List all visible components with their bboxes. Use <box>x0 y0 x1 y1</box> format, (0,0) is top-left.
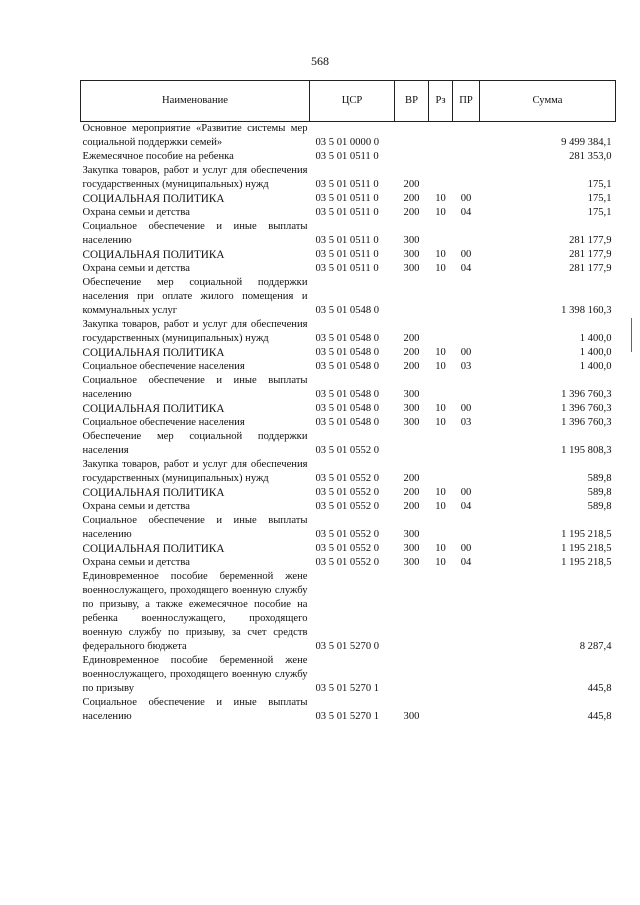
cell-vr: 200 <box>403 501 420 512</box>
cell-sum: 1 396 760,3 <box>561 389 612 400</box>
margin-mark <box>631 318 632 352</box>
cell-rz <box>429 220 453 248</box>
cell-name: Охрана семьи и детства <box>82 501 190 512</box>
cell-rz <box>429 654 453 696</box>
cell-pr <box>453 514 480 542</box>
header-sum: Сумма <box>480 81 616 122</box>
cell-pr: 04 <box>460 501 472 512</box>
cell-sum: 1 400,0 <box>579 347 612 358</box>
cell-csr: 03 5 01 0552 0 <box>315 557 380 568</box>
header-vr: ВР <box>395 81 429 122</box>
cell-pr <box>453 164 480 192</box>
cell-rz <box>429 570 453 654</box>
table-row <box>81 276 616 318</box>
cell-name: СОЦИАЛЬНАЯ ПОЛИТИКА <box>82 403 225 415</box>
cell-name: Ежемесячное пособие на ребенка <box>82 151 234 162</box>
table-row <box>81 374 616 402</box>
cell-sum: 9 499 384,1 <box>561 137 612 148</box>
header-pr: ПР <box>453 81 480 122</box>
cell-pr: 00 <box>460 487 472 498</box>
cell-vr <box>395 122 429 151</box>
cell-sum: 281 177,9 <box>569 263 612 274</box>
cell-vr <box>395 654 429 696</box>
cell-rz <box>429 150 453 164</box>
table-row <box>81 402 616 416</box>
cell-csr: 03 5 01 5270 1 <box>315 683 380 694</box>
table-row <box>81 458 616 486</box>
cell-sum: 175,1 <box>587 207 612 218</box>
cell-csr: 03 5 01 0511 0 <box>315 249 379 260</box>
table-row <box>81 122 616 151</box>
cell-vr: 300 <box>403 557 420 568</box>
cell-csr: 03 5 01 0548 0 <box>315 333 380 344</box>
cell-sum: 1 195 218,5 <box>561 557 612 568</box>
cell-name: Основное мероприятие «Развитие системы мер социальной поддержки семей» <box>82 123 308 148</box>
cell-csr: 03 5 01 0511 0 <box>315 235 379 246</box>
cell-pr <box>453 696 480 724</box>
cell-vr: 200 <box>403 361 420 372</box>
cell-sum: 1 396 760,3 <box>561 417 612 428</box>
cell-sum: 1 400,0 <box>579 361 612 372</box>
cell-sum: 8 287,4 <box>579 641 612 652</box>
cell-vr: 300 <box>403 235 420 246</box>
header-name: Наименование <box>81 81 310 122</box>
cell-vr: 300 <box>403 543 420 554</box>
table-row <box>81 164 616 192</box>
cell-rz: 10 <box>435 557 446 568</box>
cell-sum: 1 195 218,5 <box>561 529 612 540</box>
cell-vr: 300 <box>403 417 420 428</box>
cell-csr: 03 5 01 0552 0 <box>315 473 380 484</box>
cell-sum: 589,8 <box>587 501 612 512</box>
cell-name: Социальное обеспечение и иные выплаты населению <box>82 515 308 540</box>
cell-csr: 03 5 01 0548 0 <box>315 305 380 316</box>
cell-rz <box>429 276 453 318</box>
cell-sum: 1 195 808,3 <box>561 445 612 456</box>
table-row <box>81 220 616 248</box>
cell-name: Обеспечение мер социальной поддержки населения при оплате жилого помещения и коммунальных услуг <box>82 277 308 316</box>
cell-name: Закупка товаров, работ и услуг для обеспечения государственных (муниципальных) нужд <box>82 459 308 484</box>
cell-vr: 200 <box>403 333 420 344</box>
cell-sum: 281 177,9 <box>569 235 612 246</box>
cell-pr: 00 <box>460 193 472 204</box>
table-header-row <box>81 81 616 122</box>
cell-sum: 1 396 760,3 <box>561 403 612 414</box>
cell-pr: 03 <box>460 361 472 372</box>
table-row <box>81 556 616 570</box>
table-row <box>81 514 616 542</box>
cell-sum: 1 398 160,3 <box>561 305 612 316</box>
table-row <box>81 206 616 220</box>
table-row <box>81 150 616 164</box>
cell-csr: 03 5 01 0511 0 <box>315 151 379 162</box>
table-row <box>81 262 616 276</box>
table-row <box>81 430 616 458</box>
header-rz: Рз <box>429 81 453 122</box>
cell-pr: 04 <box>460 263 472 274</box>
cell-name: Единовременное пособие беременной жене военнослужащего, проходящего военную службу по призыву, а также ежемесячное пособие на ребенка военнослужащего, проходящего военную службу по призыву, за счет средств федерального бюджета <box>82 571 308 652</box>
cell-name: Единовременное пособие беременной жене военнослужащего, проходящего военную службу по призыву <box>82 655 308 694</box>
cell-sum: 445,8 <box>587 683 612 694</box>
table-row <box>81 416 616 430</box>
cell-csr: 03 5 01 0552 0 <box>315 501 380 512</box>
cell-pr: 00 <box>460 249 472 260</box>
cell-csr: 03 5 01 0552 0 <box>315 445 380 456</box>
cell-vr <box>395 430 429 458</box>
cell-name: Социальное обеспечение населения <box>82 361 245 372</box>
cell-name: Социальное обеспечение и иные выплаты населению <box>82 221 308 246</box>
table-row <box>81 248 616 262</box>
cell-rz: 10 <box>435 487 446 498</box>
cell-csr: 03 5 01 0552 0 <box>315 529 380 540</box>
table-row <box>81 570 616 654</box>
table-row <box>81 696 616 724</box>
cell-vr <box>395 570 429 654</box>
cell-vr: 300 <box>403 263 420 274</box>
cell-rz <box>429 514 453 542</box>
cell-csr: 03 5 01 0548 0 <box>315 403 380 414</box>
cell-rz: 10 <box>435 249 446 260</box>
table-row <box>81 486 616 500</box>
cell-name: СОЦИАЛЬНАЯ ПОЛИТИКА <box>82 487 225 499</box>
cell-name: Социальное обеспечение населения <box>82 417 245 428</box>
cell-pr: 04 <box>460 207 472 218</box>
cell-name: СОЦИАЛЬНАЯ ПОЛИТИКА <box>82 347 225 359</box>
cell-pr <box>453 430 480 458</box>
cell-csr: 03 5 01 0548 0 <box>315 361 380 372</box>
cell-rz <box>429 430 453 458</box>
cell-name: Социальное обеспечение и иные выплаты населению <box>82 375 308 400</box>
cell-name: Социальное обеспечение и иные выплаты населению <box>82 697 308 722</box>
cell-vr: 200 <box>403 487 420 498</box>
cell-pr <box>453 276 480 318</box>
cell-rz: 10 <box>435 193 446 204</box>
table-row <box>81 346 616 360</box>
cell-rz: 10 <box>435 417 446 428</box>
cell-csr: 03 5 01 0511 0 <box>315 263 379 274</box>
cell-rz: 10 <box>435 361 446 372</box>
cell-vr: 300 <box>403 711 420 722</box>
cell-name: Охрана семьи и детства <box>82 557 190 568</box>
cell-rz <box>429 458 453 486</box>
cell-pr: 00 <box>460 403 472 414</box>
cell-pr <box>453 122 480 151</box>
cell-vr: 300 <box>403 249 420 260</box>
cell-csr: 03 5 01 0552 0 <box>315 487 380 498</box>
cell-vr: 200 <box>403 207 420 218</box>
table-row <box>81 318 616 346</box>
cell-pr <box>453 458 480 486</box>
header-csr: ЦСР <box>310 81 395 122</box>
cell-name: СОЦИАЛЬНАЯ ПОЛИТИКА <box>82 249 225 261</box>
cell-vr: 200 <box>403 193 420 204</box>
cell-pr <box>453 374 480 402</box>
cell-vr: 200 <box>403 473 420 484</box>
cell-rz: 10 <box>435 347 446 358</box>
cell-csr: 03 5 01 0552 0 <box>315 543 380 554</box>
table-row <box>81 542 616 556</box>
cell-rz: 10 <box>435 501 446 512</box>
cell-name: СОЦИАЛЬНАЯ ПОЛИТИКА <box>82 543 225 555</box>
cell-vr <box>395 150 429 164</box>
cell-sum: 281 177,9 <box>569 249 612 260</box>
cell-pr: 00 <box>460 543 472 554</box>
cell-csr: 03 5 01 0511 0 <box>315 193 379 204</box>
table-row <box>81 192 616 206</box>
cell-rz <box>429 164 453 192</box>
cell-name: Обеспечение мер социальной поддержки населения <box>82 431 308 456</box>
cell-sum: 281 353,0 <box>569 151 612 162</box>
cell-csr: 03 5 01 0511 0 <box>315 179 379 190</box>
cell-name: Охрана семьи и детства <box>82 207 190 218</box>
cell-rz: 10 <box>435 403 446 414</box>
cell-pr <box>453 220 480 248</box>
cell-vr <box>395 276 429 318</box>
cell-pr: 03 <box>460 417 472 428</box>
cell-name: Охрана семьи и детства <box>82 263 190 274</box>
cell-name: Закупка товаров, работ и услуг для обеспечения государственных (муниципальных) нужд <box>82 165 308 190</box>
cell-csr: 03 5 01 0548 0 <box>315 389 380 400</box>
cell-pr: 04 <box>460 557 472 568</box>
cell-name: СОЦИАЛЬНАЯ ПОЛИТИКА <box>82 193 225 205</box>
table-row <box>81 360 616 374</box>
cell-pr <box>453 654 480 696</box>
cell-name: Закупка товаров, работ и услуг для обеспечения государственных (муниципальных) нужд <box>82 319 308 344</box>
budget-table <box>80 80 616 724</box>
cell-vr: 300 <box>403 389 420 400</box>
table-row <box>81 500 616 514</box>
cell-csr: 03 5 01 0000 0 <box>315 137 380 148</box>
cell-sum: 175,1 <box>587 179 612 190</box>
cell-rz: 10 <box>435 543 446 554</box>
cell-pr <box>453 150 480 164</box>
cell-sum: 1 400,0 <box>579 333 612 344</box>
cell-sum: 589,8 <box>587 473 612 484</box>
cell-csr: 03 5 01 5270 0 <box>315 641 380 652</box>
cell-vr: 300 <box>403 403 420 414</box>
cell-csr: 03 5 01 0548 0 <box>315 347 380 358</box>
cell-rz <box>429 122 453 151</box>
cell-csr: 03 5 01 5270 1 <box>315 711 380 722</box>
cell-csr: 03 5 01 0511 0 <box>315 207 379 218</box>
cell-sum: 175,1 <box>587 193 612 204</box>
table-body <box>81 122 616 725</box>
cell-vr: 200 <box>403 347 420 358</box>
cell-vr: 300 <box>403 529 420 540</box>
cell-sum: 1 195 218,5 <box>561 543 612 554</box>
cell-sum: 445,8 <box>587 711 612 722</box>
table-row <box>81 654 616 696</box>
cell-vr: 200 <box>403 179 420 190</box>
cell-pr <box>453 570 480 654</box>
page-number: 568 <box>311 54 329 68</box>
cell-rz <box>429 374 453 402</box>
cell-rz: 10 <box>435 207 446 218</box>
cell-pr: 00 <box>460 347 472 358</box>
cell-csr: 03 5 01 0548 0 <box>315 417 380 428</box>
cell-rz: 10 <box>435 263 446 274</box>
cell-pr <box>453 318 480 346</box>
cell-rz <box>429 318 453 346</box>
cell-rz <box>429 696 453 724</box>
cell-sum: 589,8 <box>587 487 612 498</box>
